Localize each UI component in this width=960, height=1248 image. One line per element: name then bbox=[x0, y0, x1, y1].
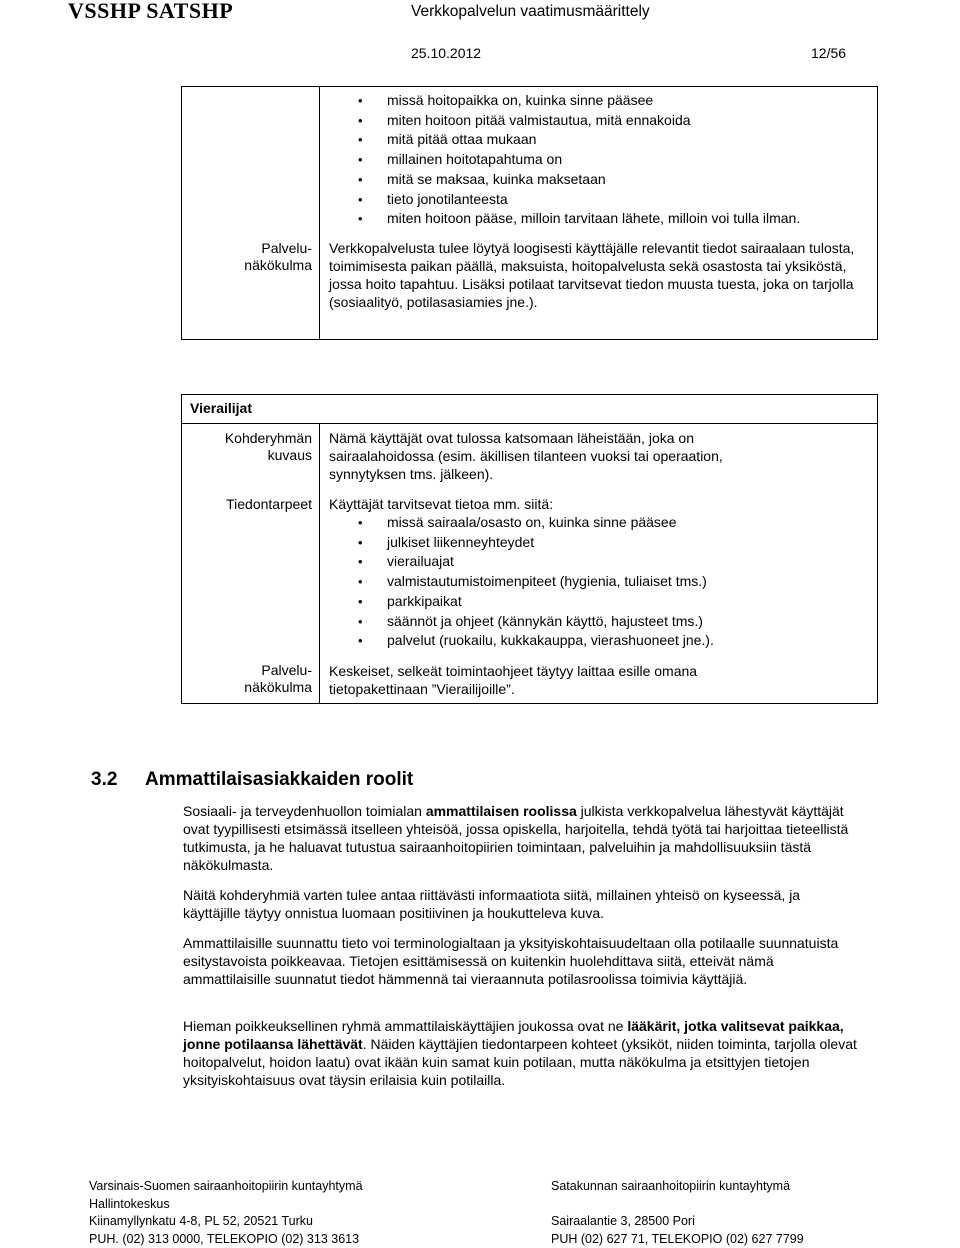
vierailijat-heading-row bbox=[181, 394, 878, 424]
list-item: • missä hoitopaikka on, kuinka sinne pääsee bbox=[329, 91, 800, 111]
tiedontarpeet-label: Tiedontarpeet bbox=[190, 496, 312, 513]
footer-line: Sairaalantie 3, 28500 Pori bbox=[551, 1213, 804, 1231]
paragraph-1 bbox=[183, 802, 863, 874]
footer-spacer bbox=[551, 1196, 804, 1214]
footer-line: Varsinais-Suomen sairaanhoitopiirin kuntayhtymä bbox=[89, 1178, 363, 1196]
palvelu-text-top: Verkkopalvelusta tulee löytyä loogisesti käyttäjälle relevantit tiedot sairaalaan tulosta, toimimisesta paikan päällä, maksuista, hoitopalvelusta sekä osastosta tai yksiköstä, jossa hoito tapahtuu. Lisäksi potilaat tarvitsevat tiedon muusta tuesta, joka on tarjolla (sosiaalityö, potilasasiamies jne.). bbox=[329, 239, 864, 311]
palvelu-label-vierailijat bbox=[190, 662, 312, 696]
list-item: • tieto jonotilanteesta bbox=[329, 190, 800, 210]
label-line: näkökulma bbox=[190, 679, 312, 696]
section-number: 3.2 bbox=[91, 769, 145, 791]
list-item: • julkiset liikenneyhteydet bbox=[329, 533, 714, 553]
footer-line: PUH (02) 627 71, TELEKOPIO (02) 627 7799 bbox=[551, 1231, 804, 1248]
organization-logo: VSSHP SATSHP bbox=[68, 0, 233, 24]
palvelu-text-vierailijat: Keskeiset, selkeät toimintaohjeet täytyy laittaa esille omana tietopakettinaan ”Vierailijoille”. bbox=[329, 662, 799, 698]
label-line: Palvelu- bbox=[190, 240, 312, 257]
list-item: • palvelut (ruokailu, kukkakauppa, vierashuoneet jne.). bbox=[329, 631, 714, 651]
palvelu-label-top bbox=[190, 240, 312, 274]
footer-right bbox=[551, 1178, 804, 1248]
bold-text: ammattilaisen roolissa bbox=[426, 803, 577, 819]
text-run: . Näiden käyttäjien tiedontarpeen kohteet (yksiköt, niiden toiminta, tarjolla olevat hoitopalvelut, hoidon laatu) ovat ikään kuin samat kuin potilaan, mutta näkökulma ja etsittyjen tietojen yksityiskohtaisuus ovat täysin erilaisia kuin potilailla. bbox=[183, 1036, 857, 1088]
footer-line: Hallintokeskus bbox=[89, 1196, 363, 1214]
kohderyhma-label bbox=[190, 430, 312, 464]
paragraph-3: Ammattilaisille suunnattu tieto voi terminologialtaan ja yksityiskohtaisuudeltaan olla potilaalle suunnatuista esitystavoista poikkeavaa. Tietojen esittämisessä on kuitenkin huolehdittava siitä, etteivät nämä ammattilaisille suunnatut tiedot hämmennä tai vieraannuta potilasroolissa toimivia käyttäjiä. bbox=[183, 934, 863, 988]
footer-left bbox=[89, 1178, 363, 1248]
paragraph-2: Näitä kohderyhmiä varten tulee antaa riittävästi informaatiota siitä, millainen yhteisö on kyseessä, ja käyttäjille täytyy onnistua luomaan positiivinen ja houkutteleva kuva. bbox=[183, 886, 803, 922]
text-run: Hieman poikkeuksellinen ryhmä ammattilaiskäyttäjien joukossa ovat ne bbox=[183, 1018, 627, 1034]
list-item: • missä sairaala/osasto on, kuinka sinne pääsee bbox=[329, 513, 714, 533]
list-item: • millainen hoitotapahtuma on bbox=[329, 150, 800, 170]
vierailijat-heading: Vierailijat bbox=[190, 400, 252, 416]
paragraph-4 bbox=[183, 1017, 863, 1089]
list-item: • säännöt ja ohjeet (kännykän käyttö, hajusteet tms.) bbox=[329, 612, 714, 632]
list-item: • miten hoitoon pääse, milloin tarvitaan lähete, milloin voi tulla ilman. bbox=[329, 209, 800, 229]
list-item: • vierailuajat bbox=[329, 552, 714, 572]
list-item: • valmistautumistoimenpiteet (hygienia, tuliaiset tms.) bbox=[329, 572, 714, 592]
footer-line: PUH. (02) 313 0000, TELEKOPIO (02) 313 3613 bbox=[89, 1231, 363, 1248]
text-run: Sosiaali- ja terveydenhuollon toimialan bbox=[183, 803, 426, 819]
top-bullet-list bbox=[329, 91, 800, 229]
label-line: kuvaus bbox=[190, 447, 312, 464]
page-number: 12/56 bbox=[811, 45, 846, 61]
list-item: • parkkipaikat bbox=[329, 592, 714, 612]
document-date: 25.10.2012 bbox=[411, 45, 481, 61]
label-line: näkökulma bbox=[190, 257, 312, 274]
tiedontarpeet-intro: Käyttäjät tarvitsevat tietoa mm. siitä: bbox=[329, 495, 864, 513]
label-line: Palvelu- bbox=[190, 662, 312, 679]
footer-line: Kiinamyllynkatu 4-8, PL 52, 20521 Turku bbox=[89, 1213, 363, 1231]
section-title: Ammattilaisasiakkaiden roolit bbox=[145, 769, 413, 790]
footer-line: Satakunnan sairaanhoitopiirin kuntayhtymä bbox=[551, 1178, 804, 1196]
section-heading bbox=[91, 769, 413, 791]
list-item: • mitä pitää ottaa mukaan bbox=[329, 130, 800, 150]
list-item: • mitä se maksaa, kuinka maksetaan bbox=[329, 170, 800, 190]
document-title: Verkkopalvelun vaatimusmäärittely bbox=[411, 3, 650, 21]
kohderyhma-text: Nämä käyttäjät ovat tulossa katsomaan läheistään, joka on sairaalahoidossa (esim. äkillisen tilanteen vuoksi tai operaation, synnytyksen tms. jälkeen). bbox=[329, 429, 799, 483]
table-top-label-column bbox=[181, 86, 320, 340]
label-line: Kohderyhmän bbox=[190, 430, 312, 447]
list-item: • miten hoitoon pitää valmistautua, mitä ennakoida bbox=[329, 111, 800, 131]
text-run: julkista verkkopalvelua lähestyvät käyttäjät ovat tyypillisesti etsimässä itselleen yhteisöä, jossa opiskella, harjoitella, tehdä työtä tai harjoittaa tieteellistä tutkimusta, ja he haluavat tutustua sairaanhoitopiirien toimintaan, palveluihin ja mahdollisuuksiin tästä näkökulmasta. bbox=[183, 803, 848, 873]
vierailijat-bullet-list bbox=[329, 513, 714, 651]
bold-text: lääkärit, jotka valitsevat paikkaa, jonne potilaansa lähettävät bbox=[183, 1018, 844, 1052]
